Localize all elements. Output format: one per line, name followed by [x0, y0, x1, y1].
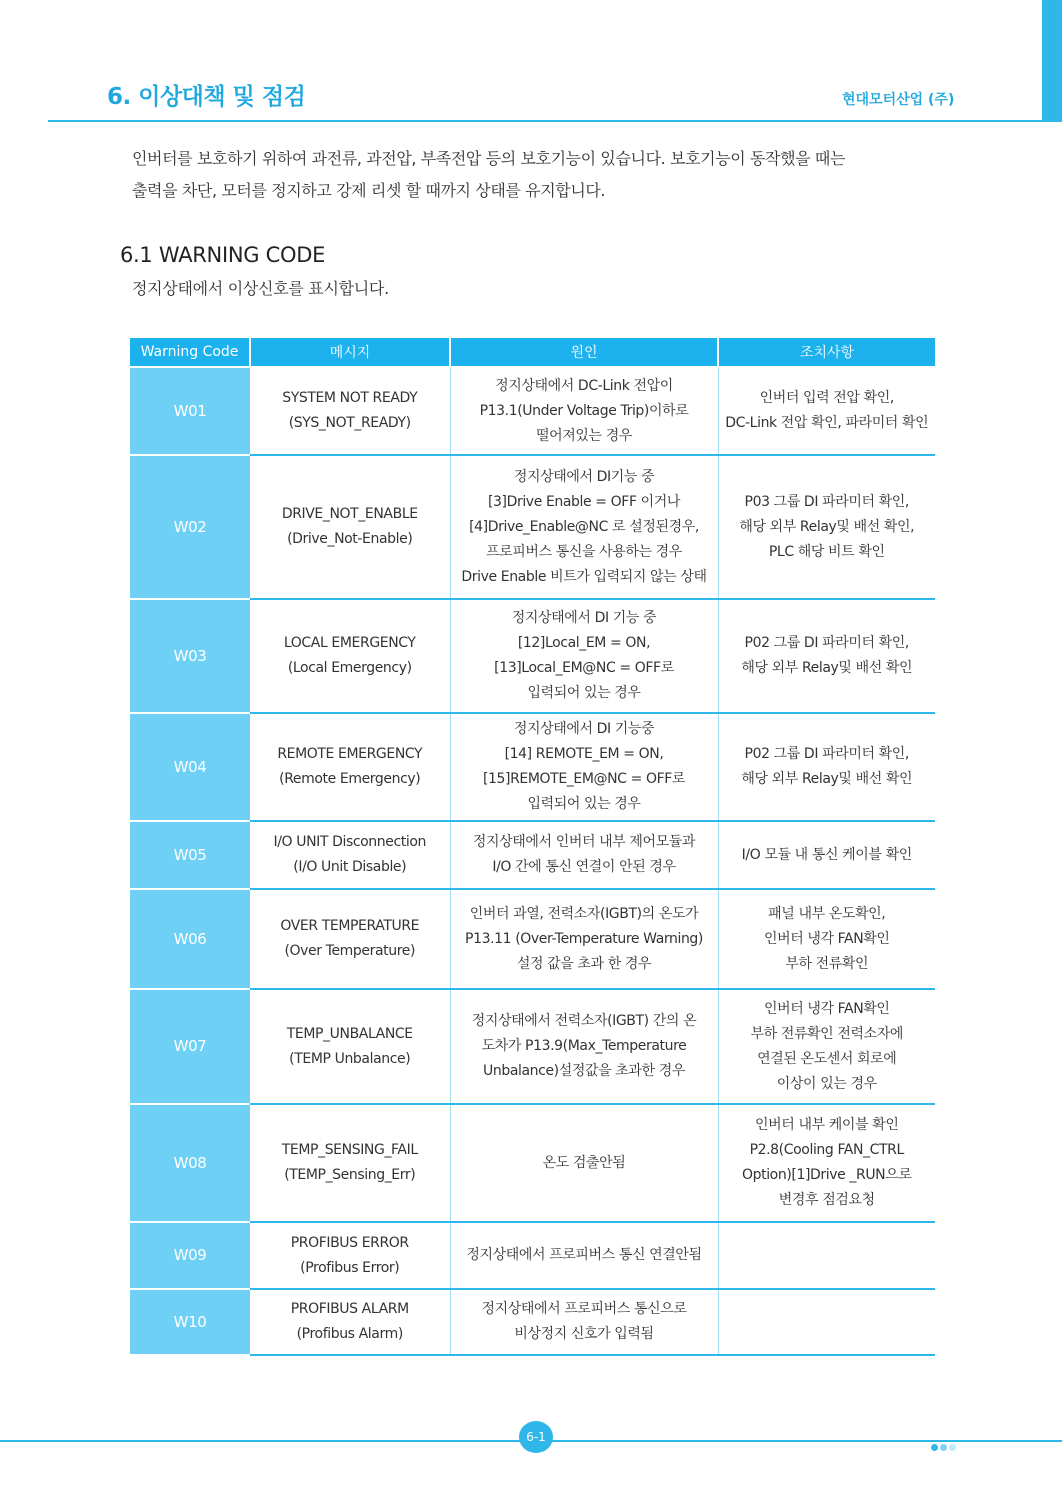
- message-cell: [250, 1289, 450, 1355]
- message-line: (TEMP_Sensing_Err): [284, 1167, 416, 1183]
- action-line: 해당 외부 Relay및 배선 확인,: [739, 518, 915, 535]
- action-line: P02 그룹 DI 파라미터 확인,: [744, 635, 909, 651]
- action-line: 변경후 점검요청: [778, 1192, 875, 1208]
- cause-line: [12]Local_EM = ON,: [517, 635, 651, 651]
- company-name: 현대모터산업 (주): [842, 92, 955, 108]
- cause-line: 정지상태에서 DI 기능중: [513, 721, 655, 737]
- cause-line: [15]REMOTE_EM@NC = OFF로: [482, 771, 686, 787]
- message-cell: [250, 1222, 450, 1289]
- action-cell: [718, 455, 935, 599]
- cause-line: [13]Local_EM@NC = OFF로: [494, 660, 674, 676]
- header-divider: [48, 120, 1062, 122]
- section-title: 6.1 WARNING CODE: [120, 243, 326, 267]
- warning-code-cell: W03: [130, 599, 250, 713]
- message-line: SYSTEM NOT READY: [282, 390, 418, 406]
- section-subtitle: 정지상태에서 이상신호를 표시합니다.: [132, 279, 389, 298]
- message-cell: [250, 1104, 450, 1222]
- action-line: 이상이 있는 경우: [776, 1075, 877, 1092]
- action-line: 패널 내부 온도확인,: [768, 905, 886, 922]
- dot-icon: [931, 1444, 938, 1451]
- message-cell: [250, 889, 450, 989]
- message-line: (Remote Emergency): [279, 771, 421, 787]
- message-line: (Profibus Error): [300, 1259, 400, 1276]
- cause-cell: [450, 889, 718, 989]
- page-number: 6-1: [519, 1421, 553, 1453]
- message-cell: [250, 713, 450, 821]
- table-row: [130, 821, 935, 889]
- cause-cell: [450, 367, 718, 455]
- cause-cell: [450, 713, 718, 821]
- cause-line: P13.1(Under Voltage Trip)이하로: [479, 402, 689, 419]
- dot-icon: [940, 1444, 947, 1451]
- cause-line: 도차가 P13.9(Max_Temperature: [481, 1038, 687, 1054]
- cause-line: 프로피버스 통신을 사용하는 경우: [486, 543, 682, 560]
- action-line: 해당 외부 Relay및 배선 확인: [741, 660, 913, 676]
- action-line: 부하 전류확인 전력소자에: [750, 1025, 903, 1042]
- action-cell: [718, 367, 935, 455]
- cause-cell: [450, 455, 718, 599]
- message-line: OVER TEMPERATURE: [280, 918, 420, 934]
- cause-line: 정지상태에서 DI 기능 중: [511, 610, 657, 626]
- cause-line: 설정 값을 초과 한 경우: [516, 955, 652, 972]
- cause-line: 입력되어 있는 경우: [527, 685, 641, 701]
- cause-line: [4]Drive_Enable@NC 로 설정된경우,: [469, 518, 699, 535]
- cause-line: 입력되어 있는 경우: [527, 796, 641, 812]
- warning-code-cell: W08: [130, 1104, 250, 1222]
- action-cell: [718, 821, 935, 889]
- table-row: [130, 989, 935, 1104]
- cause-line: 비상정지 신호가 입력됨: [514, 1326, 654, 1342]
- intro-paragraph: [132, 143, 1012, 207]
- cause-line: 온도 검출안됨: [542, 1154, 626, 1171]
- cause-line: 정지상태에서 DC-Link 전압이: [495, 377, 673, 394]
- message-line: (Over Temperature): [284, 943, 416, 959]
- cause-line: 정지상태에서 전력소자(IGBT) 간의 온: [471, 1013, 697, 1029]
- warning-code-cell: W01: [130, 367, 250, 455]
- warning-code-table: [130, 338, 935, 1356]
- cause-line: [3]Drive Enable = OFF 이거나: [487, 493, 681, 510]
- action-line: 인버터 냉각 FAN확인: [763, 930, 890, 947]
- action-line: DC-Link 전압 확인, 파라미터 확인: [725, 415, 929, 431]
- warning-code-cell: W10: [130, 1289, 250, 1355]
- table-row: [130, 599, 935, 713]
- cause-line: 정지상태에서 DI기능 중: [513, 468, 655, 485]
- action-cell: [718, 599, 935, 713]
- action-cell: [718, 1104, 935, 1222]
- intro-line-1: 인버터를 보호하기 위하여 과전류, 과전압, 부족전압 등의 보호기능이 있습니다. 보호기능이 동작했을 때는: [132, 149, 846, 168]
- message-line: REMOTE EMERGENCY: [277, 746, 423, 762]
- action-line: P2.8(Cooling FAN_CTRL: [749, 1142, 904, 1158]
- table-row: [130, 1289, 935, 1355]
- action-cell: [718, 1289, 935, 1355]
- action-line: 연결된 온도센서 회로에: [757, 1050, 897, 1067]
- cause-line: 정지상태에서 프로피버스 통신으로: [481, 1301, 687, 1317]
- header-warning-code: Warning Code: [130, 338, 250, 367]
- cause-line: 떨어져있는 경우: [536, 427, 632, 444]
- message-line: PROFIBUS ERROR: [290, 1234, 409, 1251]
- warning-code-cell: W02: [130, 455, 250, 599]
- cause-line: I/O 간에 통신 연결이 안된 경우: [492, 859, 676, 875]
- cause-line: Unbalance)설정값을 초과한 경우: [483, 1063, 685, 1079]
- cause-cell: [450, 599, 718, 713]
- message-line: TEMP_UNBALANCE: [286, 1025, 413, 1042]
- message-line: (Drive_Not-Enable): [287, 531, 413, 547]
- cause-cell: [450, 1104, 718, 1222]
- table-row: [130, 889, 935, 989]
- cause-line: Drive Enable 비트가 입력되지 않는 상태: [461, 568, 707, 585]
- cause-cell: [450, 1289, 718, 1355]
- message-cell: [250, 367, 450, 455]
- action-line: Option)[1]Drive _RUN으로: [742, 1167, 912, 1183]
- cause-line: 정지상태에서 인버터 내부 제어모듈과: [472, 834, 696, 850]
- action-cell: [718, 713, 935, 821]
- warning-code-cell: W05: [130, 821, 250, 889]
- message-line: LOCAL EMERGENCY: [283, 635, 416, 651]
- message-line: DRIVE_NOT_ENABLE: [281, 506, 418, 522]
- warning-code-cell: W09: [130, 1222, 250, 1289]
- action-line: I/O 모듈 내 통신 케이블 확인: [741, 846, 912, 863]
- header-cause: 원인: [450, 338, 718, 367]
- table-row: [130, 1104, 935, 1222]
- message-line: PROFIBUS ALARM: [290, 1301, 409, 1317]
- cause-line: 정지상태에서 프로피버스 통신 연결안됨: [466, 1247, 702, 1263]
- message-cell: [250, 599, 450, 713]
- warning-code-cell: W04: [130, 713, 250, 821]
- action-line: 인버터 냉각 FAN확인: [763, 1000, 890, 1017]
- action-cell: [718, 889, 935, 989]
- message-line: (Profibus Alarm): [296, 1326, 403, 1342]
- action-line: 인버터 내부 케이블 확인: [755, 1117, 899, 1133]
- cause-cell: [450, 1222, 718, 1289]
- table-row: [130, 713, 935, 821]
- cause-line: P13.11 (Over-Temperature Warning): [465, 930, 703, 947]
- message-line: (TEMP Unbalance): [289, 1050, 411, 1067]
- intro-line-2: 출력을 차단, 모터를 정지하고 강제 리셋 할 때까지 상태를 유지합니다.: [132, 181, 606, 200]
- header-action: 조치사항: [718, 338, 935, 367]
- message-line: (SYS_NOT_READY): [288, 415, 411, 431]
- decorative-dots: [931, 1436, 958, 1455]
- message-line: (I/O Unit Disable): [293, 859, 407, 875]
- table-row: [130, 1222, 935, 1289]
- message-line: TEMP_SENSING_FAIL: [281, 1142, 418, 1158]
- table-header-row: [130, 338, 935, 367]
- cause-line: 인버터 과열, 전력소자(IGBT)의 온도가: [469, 905, 699, 922]
- action-line: 해당 외부 Relay및 배선 확인: [741, 771, 913, 787]
- action-line: 부하 전류확인: [785, 955, 869, 972]
- warning-code-cell: W07: [130, 989, 250, 1104]
- action-line: PLC 해당 비트 확인: [768, 543, 885, 560]
- message-cell: [250, 821, 450, 889]
- action-line: P03 그룹 DI 파라미터 확인,: [744, 493, 909, 510]
- action-cell: [718, 989, 935, 1104]
- action-line: P02 그룹 DI 파라미터 확인,: [744, 746, 909, 762]
- table-row: [130, 455, 935, 599]
- action-cell: [718, 1222, 935, 1289]
- action-line: 인버터 입력 전압 확인,: [759, 390, 894, 406]
- cause-line: [14] REMOTE_EM = ON,: [504, 746, 664, 762]
- dot-icon: [949, 1444, 956, 1451]
- table-row: [130, 367, 935, 455]
- message-cell: [250, 989, 450, 1104]
- message-line: I/O UNIT Disconnection: [273, 834, 426, 850]
- cause-cell: [450, 821, 718, 889]
- warning-code-cell: W06: [130, 889, 250, 989]
- side-accent-bar: [1042, 0, 1062, 121]
- cause-cell: [450, 989, 718, 1104]
- message-cell: [250, 455, 450, 599]
- page-title: 6. 이상대책 및 점검: [107, 84, 306, 110]
- message-line: (Local Emergency): [287, 660, 412, 676]
- header-message: 메시지: [250, 338, 450, 367]
